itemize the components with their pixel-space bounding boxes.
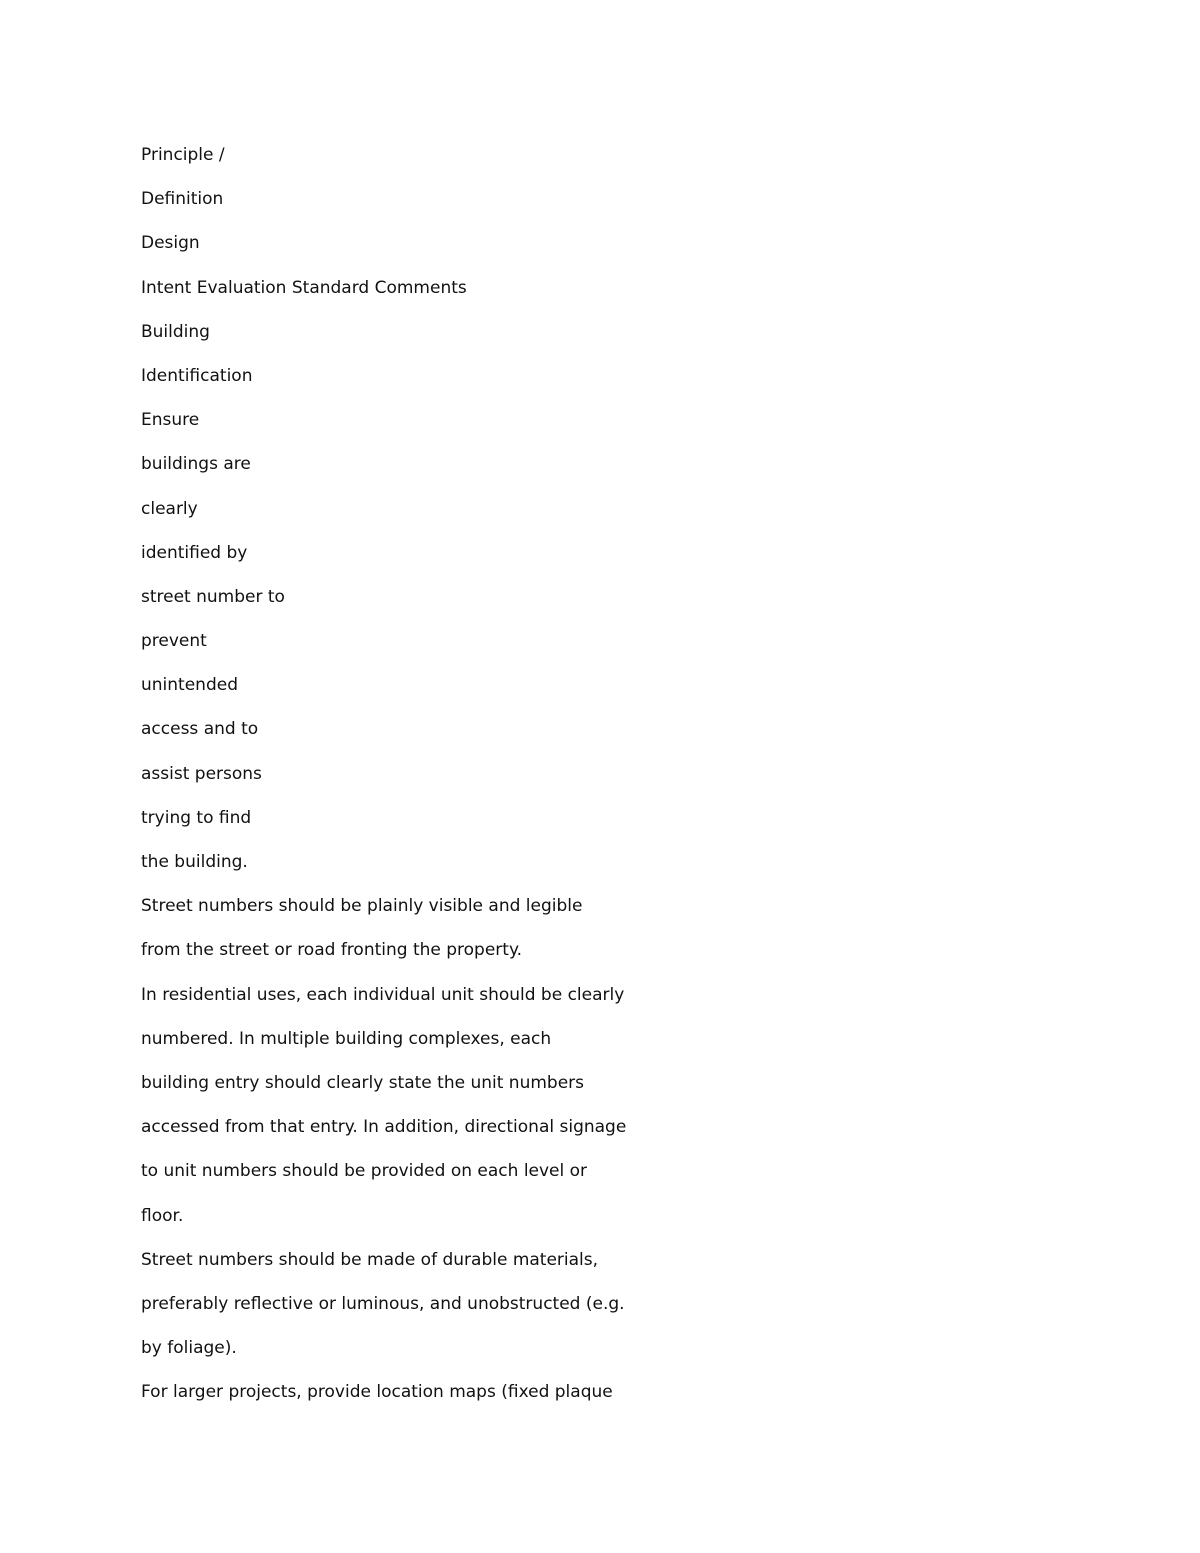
text-line: preferably reflective or luminous, and unobstructed (e.g. [141, 1293, 625, 1314]
text-line: trying to find [141, 807, 252, 828]
text-line: Intent Evaluation Standard Comments [141, 277, 467, 298]
text-line: building entry should clearly state the unit numbers [141, 1072, 585, 1093]
text-line: In residential uses, each individual unit should be clearly [141, 984, 625, 1005]
text-line: numbered. In multiple building complexes, each [141, 1028, 552, 1049]
text-line: assist persons [141, 763, 262, 784]
text-line: access and to [141, 719, 259, 740]
text-line: accessed from that entry. In addition, directional signage [141, 1117, 627, 1138]
text-line: floor. [141, 1205, 184, 1226]
document-text-block [141, 140, 626, 1421]
text-line: Street numbers should be plainly visible and legible [141, 896, 583, 917]
text-line: unintended [141, 675, 238, 696]
text-line: to unit numbers should be provided on each level or [141, 1161, 588, 1182]
text-line: Ensure [141, 410, 200, 431]
text-line: the building. [141, 852, 248, 872]
text-line: Identification [141, 365, 253, 386]
text-line: by foliage). [141, 1338, 237, 1359]
text-line: from the street or road fronting the property. [141, 940, 523, 961]
text-line: Street numbers should be made of durable materials, [141, 1249, 599, 1270]
text-line: clearly [141, 498, 198, 519]
text-line: Principle / [141, 145, 225, 165]
text-line: Design [141, 233, 200, 254]
text-line: buildings are [141, 454, 251, 475]
text-line: For larger projects, provide location maps (fixed plaque [141, 1382, 613, 1403]
text-line: street number to [141, 586, 285, 607]
text-line: identified by [141, 542, 248, 563]
text-line: Building [141, 321, 210, 342]
text-line: prevent [141, 631, 207, 652]
text-line: Definition [141, 189, 224, 210]
